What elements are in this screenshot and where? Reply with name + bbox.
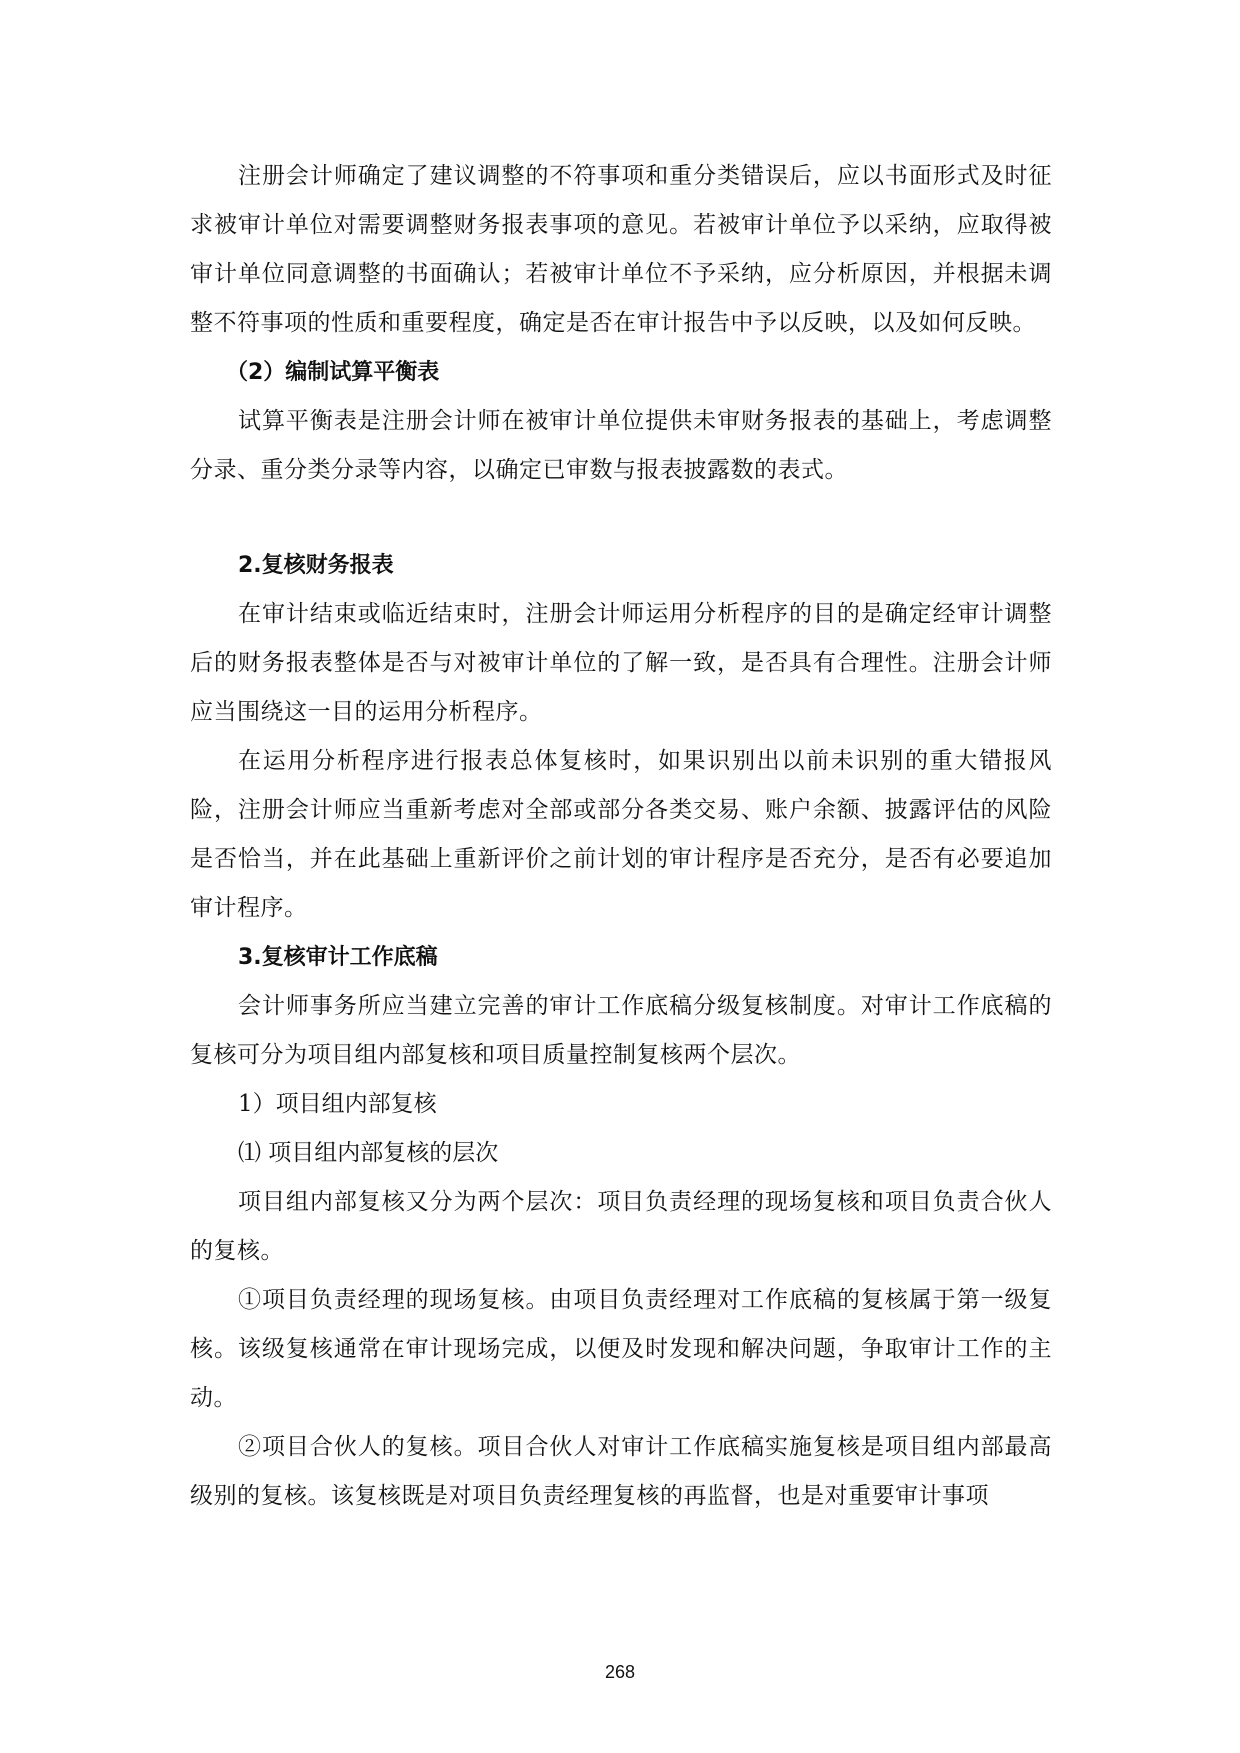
paragraph: 试算平衡表是注册会计师在被审计单位提供未审财务报表的基础上，考虑调整分录、重分类分录等内容，以确定已审数与报表披露数的表式。 (190, 408, 1052, 483)
section-heading: 3.复核审计工作底稿 (238, 945, 438, 970)
paragraph: ①项目负责经理的现场复核。由项目负责经理对工作底稿的复核属于第一级复核。该级复核通常在审计现场完成，以便及时发现和解决问题，争取审计工作的主动。 (190, 1287, 1052, 1411)
paragraph: 在运用分析程序进行报表总体复核时，如果识别出以前未识别的重大错报风险，注册会计师应当重新考虑对全部或部分各类交易、账户余额、披露评估的风险是否恰当，并在此基础上重新评价之前计划的审计程序是否充分，是否有必要追加审计程序。 (190, 748, 1052, 921)
page-number: 268 (604, 1662, 636, 1682)
paragraph: 在审计结束或临近结束时，注册会计师运用分析程序的目的是确定经审计调整后的财务报表整体是否与对被审计单位的了解一致，是否具有合理性。注册会计师应当围绕这一目的运用分析程序。 (190, 601, 1052, 725)
page-body (190, 152, 1052, 1521)
section-heading: （2）编制试算平衡表 (226, 360, 440, 385)
paragraph: 注册会计师确定了建议调整的不符事项和重分类错误后，应以书面形式及时征求被审计单位对需要调整财务报表事项的意见。若被审计单位予以采纳，应取得被审计单位同意调整的书面确认；若被审计单位不予采纳，应分析原因，并根据未调整不符事项的性质和重要程度，确定是否在审计报告中予以反映，以及如何反映。 (190, 163, 1052, 336)
section-heading: 2.复核财务报表 (238, 553, 394, 578)
paragraph: 会计师事务所应当建立完善的审计工作底稿分级复核制度。对审计工作底稿的复核可分为项目组内部复核和项目质量控制复核两个层次。 (190, 993, 1052, 1068)
spacer (190, 495, 1052, 541)
list-item: ⑴ 项目组内部复核的层次 (238, 1140, 499, 1166)
paragraph: 项目组内部复核又分为两个层次：项目负责经理的现场复核和项目负责合伙人的复核。 (190, 1189, 1052, 1264)
paragraph: ②项目合伙人的复核。项目合伙人对审计工作底稿实施复核是项目组内部最高级别的复核。该复核既是对项目负责经理复核的再监督，也是对重要审计事项 (190, 1434, 1052, 1509)
list-item: 1）项目组内部复核 (238, 1091, 437, 1117)
